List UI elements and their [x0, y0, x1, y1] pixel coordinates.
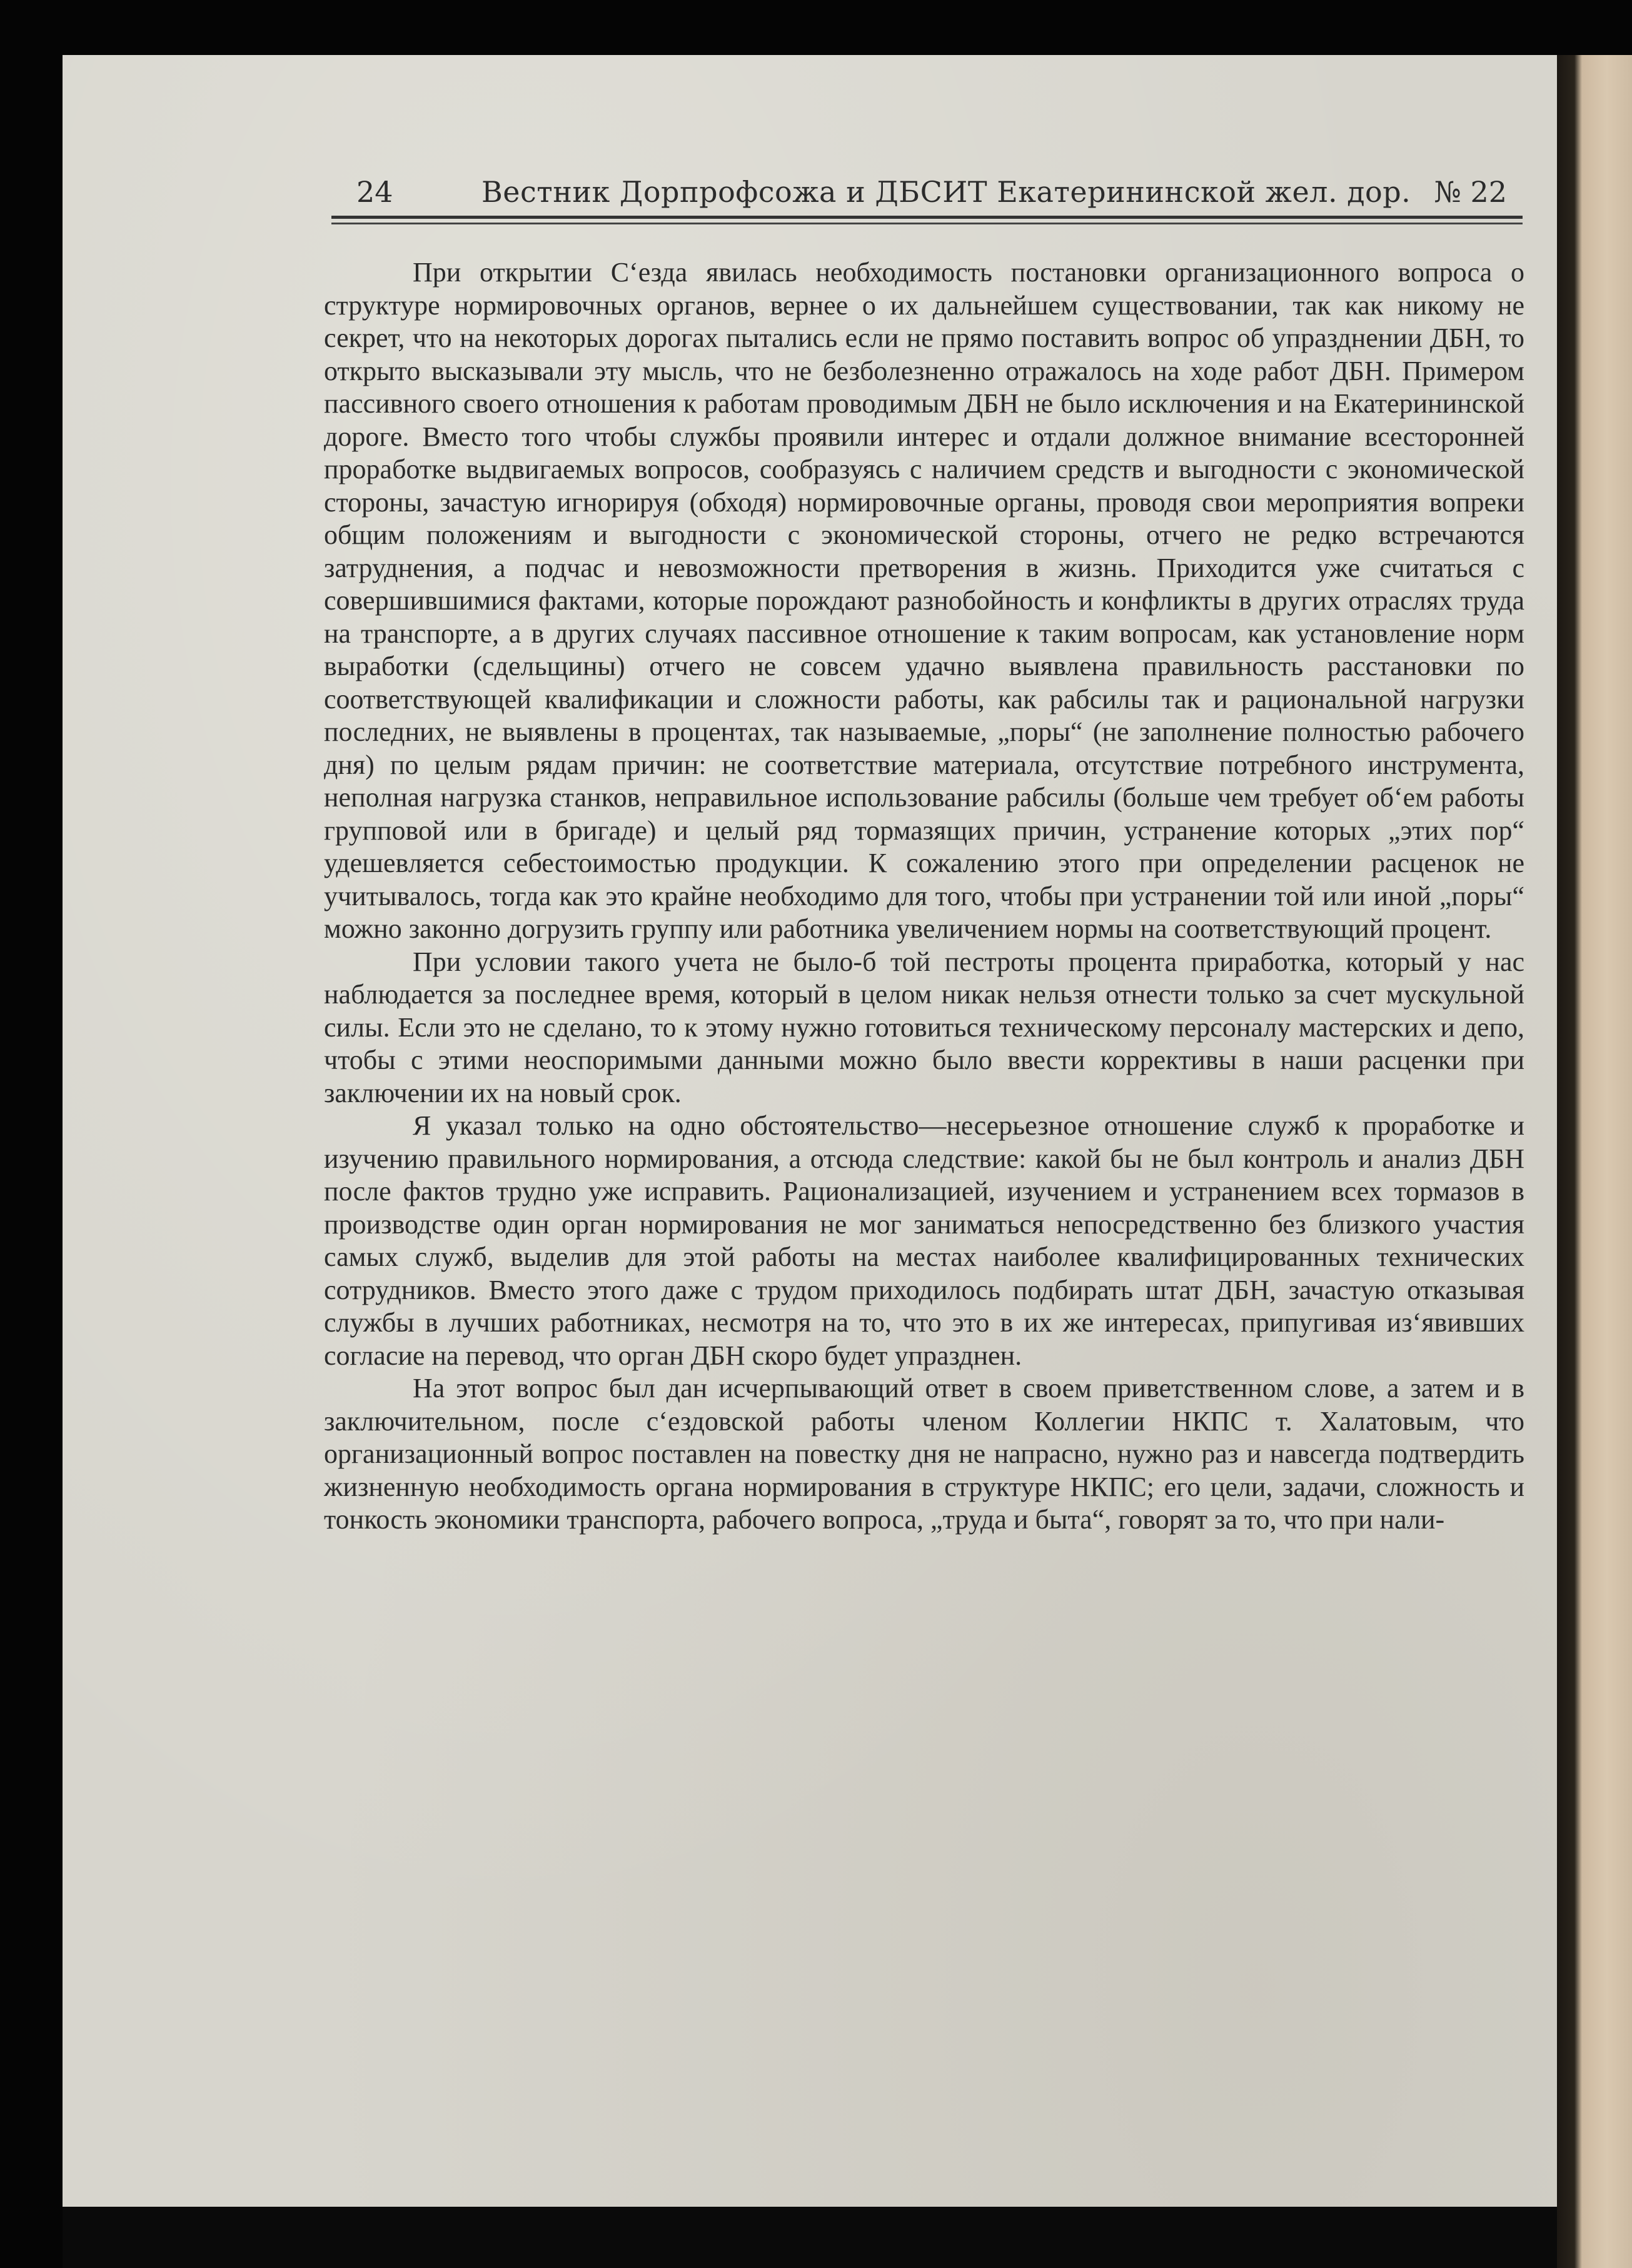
header-rule-thick [331, 216, 1523, 219]
issue-number: № 22 [1434, 175, 1507, 209]
page-number: 24 [356, 175, 393, 209]
bottom-margin [63, 2207, 1557, 2268]
running-header [331, 169, 1519, 219]
next-page-edge [1557, 55, 1632, 2268]
paragraph: Я указал только на одно обстоятельство—несерьезное отношение служб к проработке и изучению правильного нормирования, а отсюда следствие: какой бы не был контроль и анализ ДБН после фактов трудно уже исправить. Рационализацией, изучением и устранением всех тормазов в производстве один орган нормирования не мог заниматься непосредственно без близкого участия самых служб, выделив для этой работы на местах наиболее квалифицированных технических сотрудников. Вместо этого даже с трудом приходилось подбирать штат ДБН, зачастую отказывая службы в лучших работниках, несмотря на то, что это в их же интересах, припугивая из‘явивших согласие на перевод, что орган ДБН скоро будет упразднен. [324, 1110, 1524, 1371]
paragraph: На этот вопрос был дан исчерпывающий ответ в своем приветственном слове, а затем и в заключительном, после с‘ездовской работы членом Коллегии НКПС т. Халатовым, что организационный вопрос поставлен на повестку дня не напрасно, нужно раз и навсегда подтвердить жизненную необходимость органа нормирования в структуре НКПС; его цели, задачи, сложность и тонкость экономики транспорта, рабочего вопроса, „труда и быта“, говорят за то, что при нали- [324, 1373, 1524, 1535]
paragraph: При условии такого учета не было-б той пестроты процента приработка, который у нас наблюдается за последнее время, который в целом никак нельзя отнести только за счет мускульной силы. Если это не сделано, то к этому нужно готовиться техническому персоналу мастерских и депо, чтобы с этими неоспоримыми данными можно было ввести коррективы в наши расценки при заключении их на новый срок. [324, 946, 1524, 1108]
article-body [324, 256, 1524, 1537]
header-rule-thin [331, 223, 1523, 224]
paragraph: При открытии С‘езда явилась необходимость постановки организационного вопроса о структуре нормировочных органов, вернее о их дальнейшем существовании, так как никому не секрет, что на некоторых дорогах пытались если не прямо поставить вопрос об упразднении ДБН, то открыто высказывали эту мысль, что не безболезненно отражалось на ходе работ ДБН. Примером пассивного своего отношения к работам проводимым ДБН не было исключения и на Екатерининской дороге. Вместо того чтобы службы проявили интерес и отдали должное внимание всесторонней проработке выдвигаемых вопросов, сообразуясь с наличием средств и выгодности с экономической стороны, зачастую игнорируя (обходя) нормировочные органы, проводя свои мероприятия вопреки общим положениям и выгодности с экономической стороны, отчего не редко встречаются затруднения, а подчас и невозможности претворения в жизнь. Приходится уже считаться с совершившимися фактами, которые порождают разнобойность и конфликты в других отраслях труда на транспорте, а в других случаях пассивное отношение к таким вопросам, как установление норм выработки (сдельщины) отчего не совсем удачно выявлена правильность расстановки по соответствующей квалификации и сложности работы, как рабсилы так и рациональной нагрузки последних, не выявлены в процентах, так называемые, „поры“ (не заполнение полностью рабочего дня) по целым рядам причин: не соответствие материала, отсутствие потребного инструмента, неполная нагрузка станков, неправильное использование рабсилы (больше чем требует об‘ем работы групповой или в бригаде) и целый ряд тормазящих причин, устранение которых „этих пор“ удешевляется себестоимостью продукции. К сожалению этого при определении расценок не учитывалось, тогда как это крайне необходимо для того, чтобы при устранении той или иной „поры“ можно законно догрузить группу или работника увеличением нормы на соответствующий процент. [324, 257, 1524, 944]
journal-title: Вестник Дорпрофсожа и ДБСИТ Екатерининской жел. дор. [481, 175, 1411, 209]
